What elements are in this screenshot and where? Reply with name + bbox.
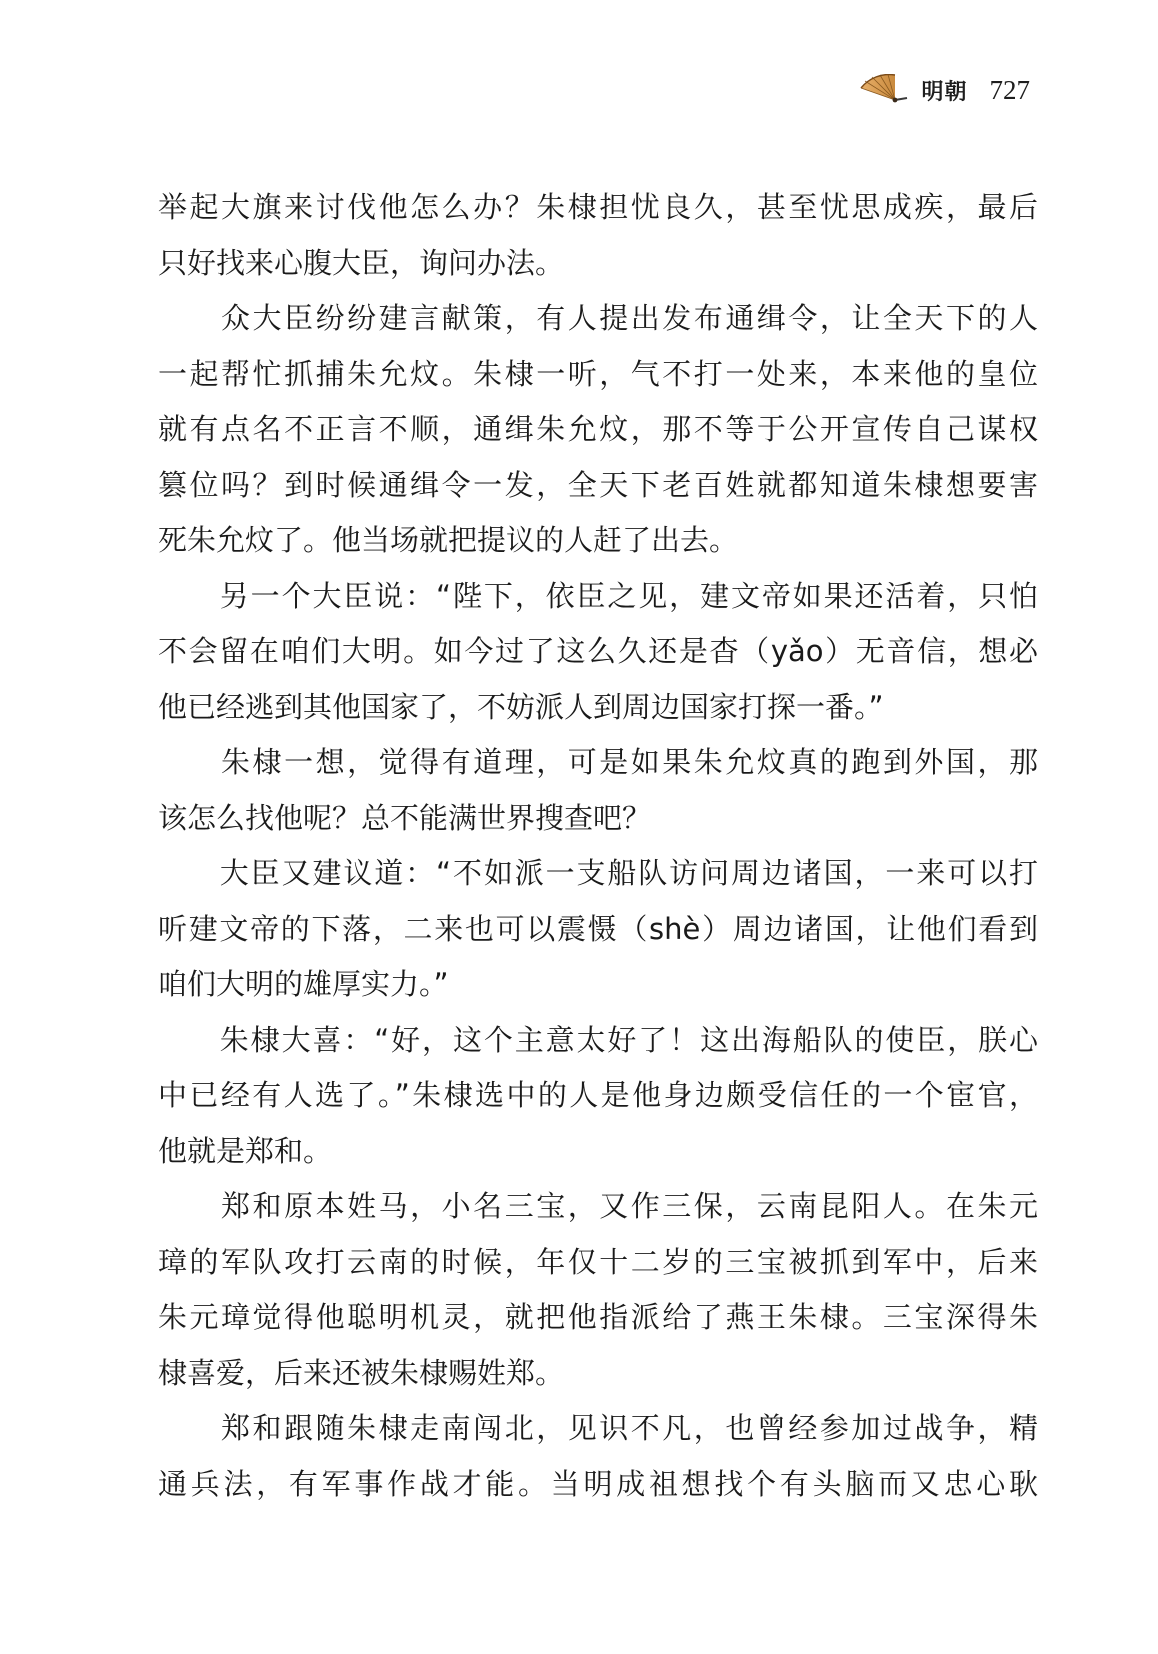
text-line: 篡位吗？到时候通缉令一发，全天下老百姓就都知道朱棣想要害	[158, 467, 1038, 502]
text-line: 该怎么找他呢？总不能满世界搜查吧？	[158, 800, 652, 835]
text-line: 璋的军队攻打云南的时候，年仅十二岁的三宝被抓到军中，后来	[158, 1244, 1038, 1279]
text-line: 死朱允炆了。他当场就把提议的人赶了出去。	[158, 523, 739, 557]
text-line: 朱元璋觉得他聪明机灵，就把他指派给了燕王朱棣。三宝深得朱	[158, 1300, 1038, 1334]
text-line: 他已经逃到其他国家了，不妨派人到周边国家打探一番。”	[158, 689, 884, 724]
text-line: 郑和原本姓马，小名三宝，又作三保，云南昆阳人。在朱元	[158, 1189, 1038, 1223]
text-line: 就有点名不正言不顺，通缉朱允炆，那不等于公开宣传自己谋权	[158, 412, 1038, 446]
running-header	[859, 68, 1030, 112]
text-line: 众大臣纷纷建言献策，有人提出发布通缉令，让全天下的人	[158, 301, 1038, 335]
page-number: 727	[989, 74, 1030, 105]
text-line: 另一个大臣说：“陛下，依臣之见，建文帝如果还活着，只怕	[158, 578, 1038, 613]
section-title: 明朝	[921, 79, 968, 105]
text-line: 他就是郑和。	[158, 1133, 333, 1168]
text-line: 一起帮忙抓捕朱允炆。朱棣一听，气不打一处来，本来他的皇位	[158, 356, 1038, 391]
text-line: 举起大旗来讨伐他怎么办？朱棣担忧良久，甚至忧思成疾，最后	[158, 190, 1038, 224]
text-line: 通兵法，有军事作战才能。当明成祖想找个有头脑而又忠心耿	[158, 1466, 1038, 1501]
folding-fan-icon	[859, 74, 909, 106]
text-line: 大臣又建议道：“不如派一支船队访问周边诸国，一来可以打	[158, 856, 1038, 890]
text-line: 朱棣一想，觉得有道理，可是如果朱允炆真的跑到外国，那	[158, 745, 1038, 779]
text-line: 听建文帝的下落，二来也可以震慑（shè）周边诸国，让他们看到	[158, 911, 1038, 946]
text-line: 朱棣大喜：“好，这个主意太好了！这出海船队的使臣，朕心	[158, 1022, 1038, 1057]
text-line: 咱们大明的雄厚实力。”	[158, 967, 449, 1001]
text-line: 棣喜爱，后来还被朱棣赐姓郑。	[158, 1355, 565, 1390]
text-line: 只好找来心腹大臣，询问办法。	[158, 245, 565, 280]
body-text	[158, 180, 1038, 1512]
text-line: 不会留在咱们大明。如今过了这么久还是杳（yǎo）无音信，想必	[158, 634, 1038, 668]
text-line: 郑和跟随朱棣走南闯北，见识不凡，也曾经参加过战争，精	[158, 1411, 1038, 1445]
text-line: 中已经有人选了。”朱棣选中的人是他身边颇受信任的一个宦官，	[158, 1078, 1038, 1112]
